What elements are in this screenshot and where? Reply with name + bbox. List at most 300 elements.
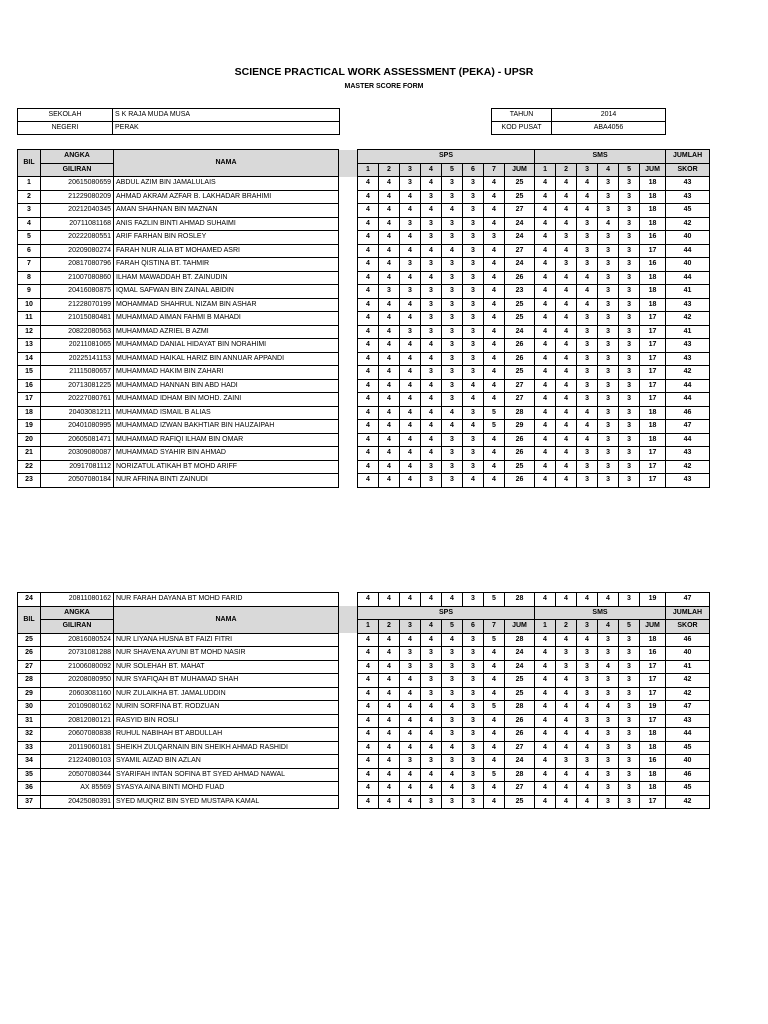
angka-giliran-cell: 20817080796 [41,258,114,272]
sps-score-cell: 3 [421,325,442,339]
sms-score-cell: 3 [619,393,640,407]
sms-score-cell: 3 [577,231,598,245]
sps-score-cell: 3 [463,231,484,245]
page-subtitle: MASTER SCORE FORM [344,83,424,90]
sms-jum-cell: 17 [640,687,666,701]
sps-jum-cell: 28 [505,406,535,420]
jumlah-skor-cell: 42 [666,687,710,701]
sps-jum-cell: 26 [505,714,535,728]
sps-score-cell: 4 [400,701,421,715]
table-row [18,312,710,326]
angka-giliran-cell: 21015080481 [41,312,114,326]
sms-score-cell: 3 [619,217,640,231]
sms-score-cell: 4 [556,406,577,420]
table-row [18,420,710,434]
sms-score-cell: 3 [577,687,598,701]
nama-cell: MUHAMMAD ISMAIL B ALIAS [114,406,339,420]
sps-score-cell: 4 [400,204,421,218]
sps-score-cell: 4 [379,231,400,245]
sps-item-header: 3 [400,620,421,634]
spacer-cell [339,447,358,461]
sms-score-cell: 3 [619,420,640,434]
jumlah-skor-cell: 41 [666,285,710,299]
sms-score-cell: 3 [619,244,640,258]
sps-score-cell: 3 [400,217,421,231]
nama-cell: FARAH NUR ALIA BT MOHAMED ASRI [114,244,339,258]
jumlah-skor-cell: 46 [666,406,710,420]
sps-score-cell: 3 [442,433,463,447]
sms-score-cell: 3 [619,285,640,299]
sps-score-cell: 3 [400,647,421,661]
sms-score-cell: 4 [577,795,598,809]
sps-score-cell: 3 [463,312,484,326]
angka-giliran-cell: 21224080103 [41,755,114,769]
jumlah-header: JUMLAH [666,150,710,164]
spacer-cell [339,190,358,204]
sps-jum-cell: 24 [505,755,535,769]
sms-score-cell: 4 [577,768,598,782]
sps-score-cell: 5 [484,406,505,420]
sms-score-cell: 4 [556,714,577,728]
sps-score-cell: 3 [463,460,484,474]
sps-score-cell: 4 [421,271,442,285]
sps-score-cell: 4 [400,420,421,434]
sms-jum-cell: 18 [640,190,666,204]
sms-score-cell: 3 [619,660,640,674]
sps-score-cell: 3 [421,474,442,488]
jumlah-skor-cell: 47 [666,420,710,434]
table-row [18,339,710,353]
sms-score-cell: 3 [598,768,619,782]
sms-score-cell: 4 [535,379,556,393]
sms-score-cell: 3 [598,190,619,204]
sps-score-cell: 3 [442,714,463,728]
sps-jum-cell: 24 [505,231,535,245]
table-row [18,633,710,647]
sps-score-cell: 4 [358,795,379,809]
sms-score-cell: 3 [619,768,640,782]
sps-score-cell: 4 [379,741,400,755]
spacer-cell [339,741,358,755]
sms-score-cell: 4 [535,741,556,755]
sms-score-cell: 4 [598,660,619,674]
nama-cell: MUHAMMAD IZWAN BAKHTIAR BIN HAUZAIPAH [114,420,339,434]
sps-score-cell: 4 [379,325,400,339]
sps-item-header: 1 [358,163,379,177]
sps-jum-cell: 27 [505,379,535,393]
sms-score-cell: 3 [619,782,640,796]
sms-jum-cell: 17 [640,244,666,258]
nama-cell: MUHAMMAD SYAHIR BIN AHMAD [114,447,339,461]
bil-cell: 11 [18,312,41,326]
sps-score-cell: 4 [400,339,421,353]
sps-score-cell: 4 [379,393,400,407]
table-row [18,768,710,782]
nama-cell: IQMAL SAFWAN BIN ZAINAL ABIDIN [114,285,339,299]
sps-jum-cell: 25 [505,460,535,474]
sms-score-cell: 4 [535,298,556,312]
sps-score-cell: 3 [442,190,463,204]
spacer-cell [339,474,358,488]
sps-score-cell: 4 [484,379,505,393]
angka-giliran-cell: 20507080344 [41,768,114,782]
sps-jum-cell: 25 [505,190,535,204]
sps-jum-cell: 26 [505,447,535,461]
jumlah-skor-cell: 43 [666,298,710,312]
sms-score-cell: 4 [535,674,556,688]
jumlah-skor-cell: 46 [666,768,710,782]
sms-score-cell: 4 [577,728,598,742]
sms-jum-cell: 17 [640,312,666,326]
sms-jum-cell: 18 [640,433,666,447]
bil-cell: 4 [18,217,41,231]
jumlah-skor-cell: 43 [666,339,710,353]
bil-cell: 28 [18,674,41,688]
sms-score-cell: 3 [619,701,640,715]
jumlah-skor-cell: 43 [666,714,710,728]
sms-jum-cell: 19 [640,701,666,715]
sms-score-cell: 3 [598,755,619,769]
jumlah-skor-cell: 42 [666,460,710,474]
sms-jum-cell: 18 [640,217,666,231]
sps-score-cell: 3 [463,339,484,353]
sps-score-cell: 4 [421,701,442,715]
jumlah-skor-cell: 44 [666,393,710,407]
sms-score-cell: 4 [556,782,577,796]
nama-cell: NUR SOLEHAH BT. MAHAT [114,660,339,674]
sps-item-header: 6 [463,163,484,177]
sms-score-cell: 4 [556,177,577,191]
sps-jum-cell: 27 [505,244,535,258]
sms-score-cell: 4 [577,433,598,447]
sps-score-cell: 3 [400,258,421,272]
sps-score-cell: 3 [442,217,463,231]
sms-jum-cell: 18 [640,741,666,755]
jumlah-skor-cell: 40 [666,755,710,769]
sps-score-cell: 4 [379,795,400,809]
sms-score-cell: 3 [619,271,640,285]
sms-item-header: 4 [598,163,619,177]
sps-jum-cell: 23 [505,285,535,299]
page-title: SCIENCE PRACTICAL WORK ASSESSMENT (PEKA) - UPSR [234,66,534,78]
sms-jum-cell: 18 [640,271,666,285]
spacer-cell [339,647,358,661]
sms-score-cell: 3 [577,714,598,728]
sps-jum-cell: 26 [505,433,535,447]
jumlah-skor-cell: 42 [666,312,710,326]
jumlah-skor-cell: 41 [666,660,710,674]
sms-score-cell: 4 [535,795,556,809]
negeri-value: PERAK [113,122,340,135]
angka-giliran-cell: 21007080860 [41,271,114,285]
sps-score-cell: 5 [484,768,505,782]
sps-score-cell: 3 [442,258,463,272]
sms-score-cell: 4 [535,660,556,674]
sps-score-cell: 4 [484,741,505,755]
bil-cell: 10 [18,298,41,312]
table-row [18,447,710,461]
sms-score-cell: 3 [598,420,619,434]
nama-cell: ABDUL AZIM BIN JAMALULAIS [114,177,339,191]
sms-score-cell: 3 [577,217,598,231]
sps-jum-cell: 26 [505,271,535,285]
sps-score-cell: 4 [379,271,400,285]
sms-score-cell: 4 [535,593,556,607]
table-row [18,231,710,245]
sms-score-cell: 3 [619,633,640,647]
spacer-cell [339,244,358,258]
sps-score-cell: 4 [421,177,442,191]
sps-score-cell: 3 [463,244,484,258]
sms-score-cell: 4 [535,217,556,231]
sps-score-cell: 4 [379,674,400,688]
sms-score-cell: 3 [577,674,598,688]
sps-score-cell: 4 [358,755,379,769]
sps-score-cell: 3 [442,647,463,661]
sps-score-cell: 3 [463,647,484,661]
table-row [18,714,710,728]
sps-score-cell: 4 [358,474,379,488]
bil-cell: 36 [18,782,41,796]
sms-jum-cell: 18 [640,406,666,420]
sms-score-cell: 3 [577,393,598,407]
sps-score-cell: 4 [421,633,442,647]
jumlah-skor-cell: 45 [666,782,710,796]
sps-score-cell: 4 [442,701,463,715]
sps-score-cell: 3 [463,768,484,782]
sms-score-cell: 3 [598,687,619,701]
sps-score-cell: 3 [463,285,484,299]
sms-score-cell: 4 [577,420,598,434]
sms-score-cell: 4 [535,339,556,353]
sps-score-cell: 4 [421,352,442,366]
sms-score-cell: 3 [577,647,598,661]
bil-cell: 26 [18,647,41,661]
table-row [18,258,710,272]
sps-score-cell: 4 [400,741,421,755]
sms-item-header: 3 [577,620,598,634]
sps-score-cell: 4 [358,379,379,393]
giliran-header: GILIRAN [41,620,114,634]
spacer-cell [339,258,358,272]
sms-score-cell: 4 [535,687,556,701]
sps-score-cell: 4 [421,447,442,461]
sps-score-cell: 4 [484,755,505,769]
sps-score-cell: 3 [400,177,421,191]
sps-score-cell: 3 [442,271,463,285]
sps-score-cell: 3 [463,660,484,674]
sms-score-cell: 3 [598,352,619,366]
sps-score-cell: 4 [421,714,442,728]
bil-cell: 34 [18,755,41,769]
sms-score-cell: 3 [598,366,619,380]
sps-score-cell: 3 [442,674,463,688]
sms-score-cell: 3 [598,258,619,272]
sms-score-cell: 4 [556,352,577,366]
sps-score-cell: 4 [442,782,463,796]
sms-jum-cell: 17 [640,714,666,728]
nama-cell: ILHAM MAWADDAH BT. ZAINUDIN [114,271,339,285]
spacer-cell [339,271,358,285]
sps-score-cell: 4 [358,217,379,231]
sms-score-cell: 3 [619,714,640,728]
sps-score-cell: 4 [484,244,505,258]
sms-score-cell: 4 [535,406,556,420]
sps-score-cell: 4 [358,177,379,191]
bil-cell: 31 [18,714,41,728]
bil-cell: 12 [18,325,41,339]
sms-score-cell: 3 [577,258,598,272]
sps-score-cell: 4 [379,258,400,272]
sps-score-cell: 3 [463,258,484,272]
table-row [18,660,710,674]
sms-jum-cell: 17 [640,795,666,809]
spacer-cell [339,231,358,245]
sps-score-cell: 4 [358,701,379,715]
sps-score-cell: 4 [463,420,484,434]
spacer-cell [339,285,358,299]
sms-score-cell: 3 [577,474,598,488]
sps-score-cell: 4 [379,633,400,647]
sms-score-cell: 3 [598,782,619,796]
sps-jum-cell: 24 [505,660,535,674]
tahun-label: TAHUN [492,109,552,122]
sps-score-cell: 4 [358,460,379,474]
sps-score-cell: 4 [400,782,421,796]
sps-score-cell: 3 [442,379,463,393]
spacer-cell [339,366,358,380]
sms-jum-cell: 16 [640,258,666,272]
sps-item-header: 7 [484,163,505,177]
sms-score-cell: 4 [577,633,598,647]
sms-score-cell: 3 [619,687,640,701]
sps-score-cell: 4 [358,231,379,245]
sms-score-cell: 4 [535,312,556,326]
sms-score-cell: 3 [619,433,640,447]
sms-score-cell: 4 [556,687,577,701]
bil-cell: 21 [18,447,41,461]
sps-score-cell: 4 [379,782,400,796]
sms-score-cell: 3 [598,633,619,647]
sms-score-cell: 3 [619,755,640,769]
sekolah-value: S K RAJA MUDA MUSA [113,109,340,122]
spacer-cell [339,177,358,191]
bil-cell: 17 [18,393,41,407]
angka-giliran-cell: 20605081471 [41,433,114,447]
sms-score-cell: 4 [577,298,598,312]
sps-score-cell: 3 [442,474,463,488]
sms-score-cell: 3 [598,406,619,420]
sms-item-header: 2 [556,620,577,634]
sps-header: SPS [358,606,535,620]
nama-cell: NUR AFRINA BINTI ZAINUDI [114,474,339,488]
sms-item-header: 2 [556,163,577,177]
nama-cell: NUR LIYANA HUSNA BT FAIZI FITRI [114,633,339,647]
sms-score-cell: 4 [577,285,598,299]
sms-score-cell: 4 [535,460,556,474]
sms-score-cell: 4 [556,312,577,326]
sms-score-cell: 4 [535,714,556,728]
sms-score-cell: 3 [598,728,619,742]
bil-cell: 25 [18,633,41,647]
table-row [18,393,710,407]
nama-cell: SHEIKH ZULQARNAIN BIN SHEIKH AHMAD RASHIDI [114,741,339,755]
sps-score-cell: 4 [442,420,463,434]
sps-score-cell: 4 [400,768,421,782]
sms-score-cell: 4 [598,593,619,607]
spacer-cell [339,325,358,339]
angka-giliran-cell: 20711081168 [41,217,114,231]
sms-jum-cell: 18 [640,782,666,796]
sms-score-cell: 4 [577,593,598,607]
sms-score-cell: 4 [535,258,556,272]
sps-score-cell: 4 [358,258,379,272]
sps-score-cell: 4 [379,755,400,769]
sms-jum-cell: 17 [640,660,666,674]
sms-score-cell: 3 [619,325,640,339]
jumlah-skor-cell: 42 [666,217,710,231]
nama-cell: MUHAMMAD HAIKAL HARIZ BIN ANNUAR APPANDI [114,352,339,366]
sps-score-cell: 3 [442,298,463,312]
sps-score-cell: 3 [421,298,442,312]
sps-score-cell: 3 [463,714,484,728]
sps-score-cell: 4 [484,312,505,326]
sps-score-cell: 4 [400,447,421,461]
sms-jum-cell: 17 [640,674,666,688]
sps-score-cell: 4 [421,433,442,447]
bil-cell: 29 [18,687,41,701]
kod-pusat-value: ABA4056 [552,122,666,135]
sms-score-cell: 4 [556,795,577,809]
sps-score-cell: 4 [484,298,505,312]
sps-score-cell: 4 [358,352,379,366]
sms-score-cell: 4 [577,190,598,204]
sms-score-cell: 4 [556,674,577,688]
sps-score-cell: 3 [442,325,463,339]
sps-score-cell: 4 [400,795,421,809]
spacer-cell [339,687,358,701]
sms-item-header: 3 [577,163,598,177]
sms-score-cell: 4 [556,741,577,755]
bil-cell: 1 [18,177,41,191]
sps-score-cell: 3 [421,258,442,272]
bil-cell: 8 [18,271,41,285]
sps-score-cell: 4 [379,339,400,353]
sms-score-cell: 4 [556,204,577,218]
sps-score-cell: 4 [484,728,505,742]
sms-jum-cell: 18 [640,728,666,742]
jumlah-skor-cell: 40 [666,231,710,245]
jumlah-skor-cell: 43 [666,447,710,461]
sms-score-cell: 3 [598,204,619,218]
table-row [18,647,710,661]
nama-cell: FARAH QISTINA BT. TAHMIR [114,258,339,272]
sps-score-cell: 4 [463,474,484,488]
angka-giliran-cell: 20607080838 [41,728,114,742]
sms-jum-cell: 17 [640,474,666,488]
table-row [18,755,710,769]
sps-score-cell: 4 [400,593,421,607]
sps-score-cell: 4 [421,204,442,218]
sps-jum-header: JUM [505,163,535,177]
table-row [18,177,710,191]
sps-score-cell: 4 [484,460,505,474]
sms-score-cell: 4 [577,406,598,420]
sms-score-cell: 4 [556,433,577,447]
bil-cell: 2 [18,190,41,204]
sms-jum-cell: 17 [640,325,666,339]
bil-cell: 18 [18,406,41,420]
